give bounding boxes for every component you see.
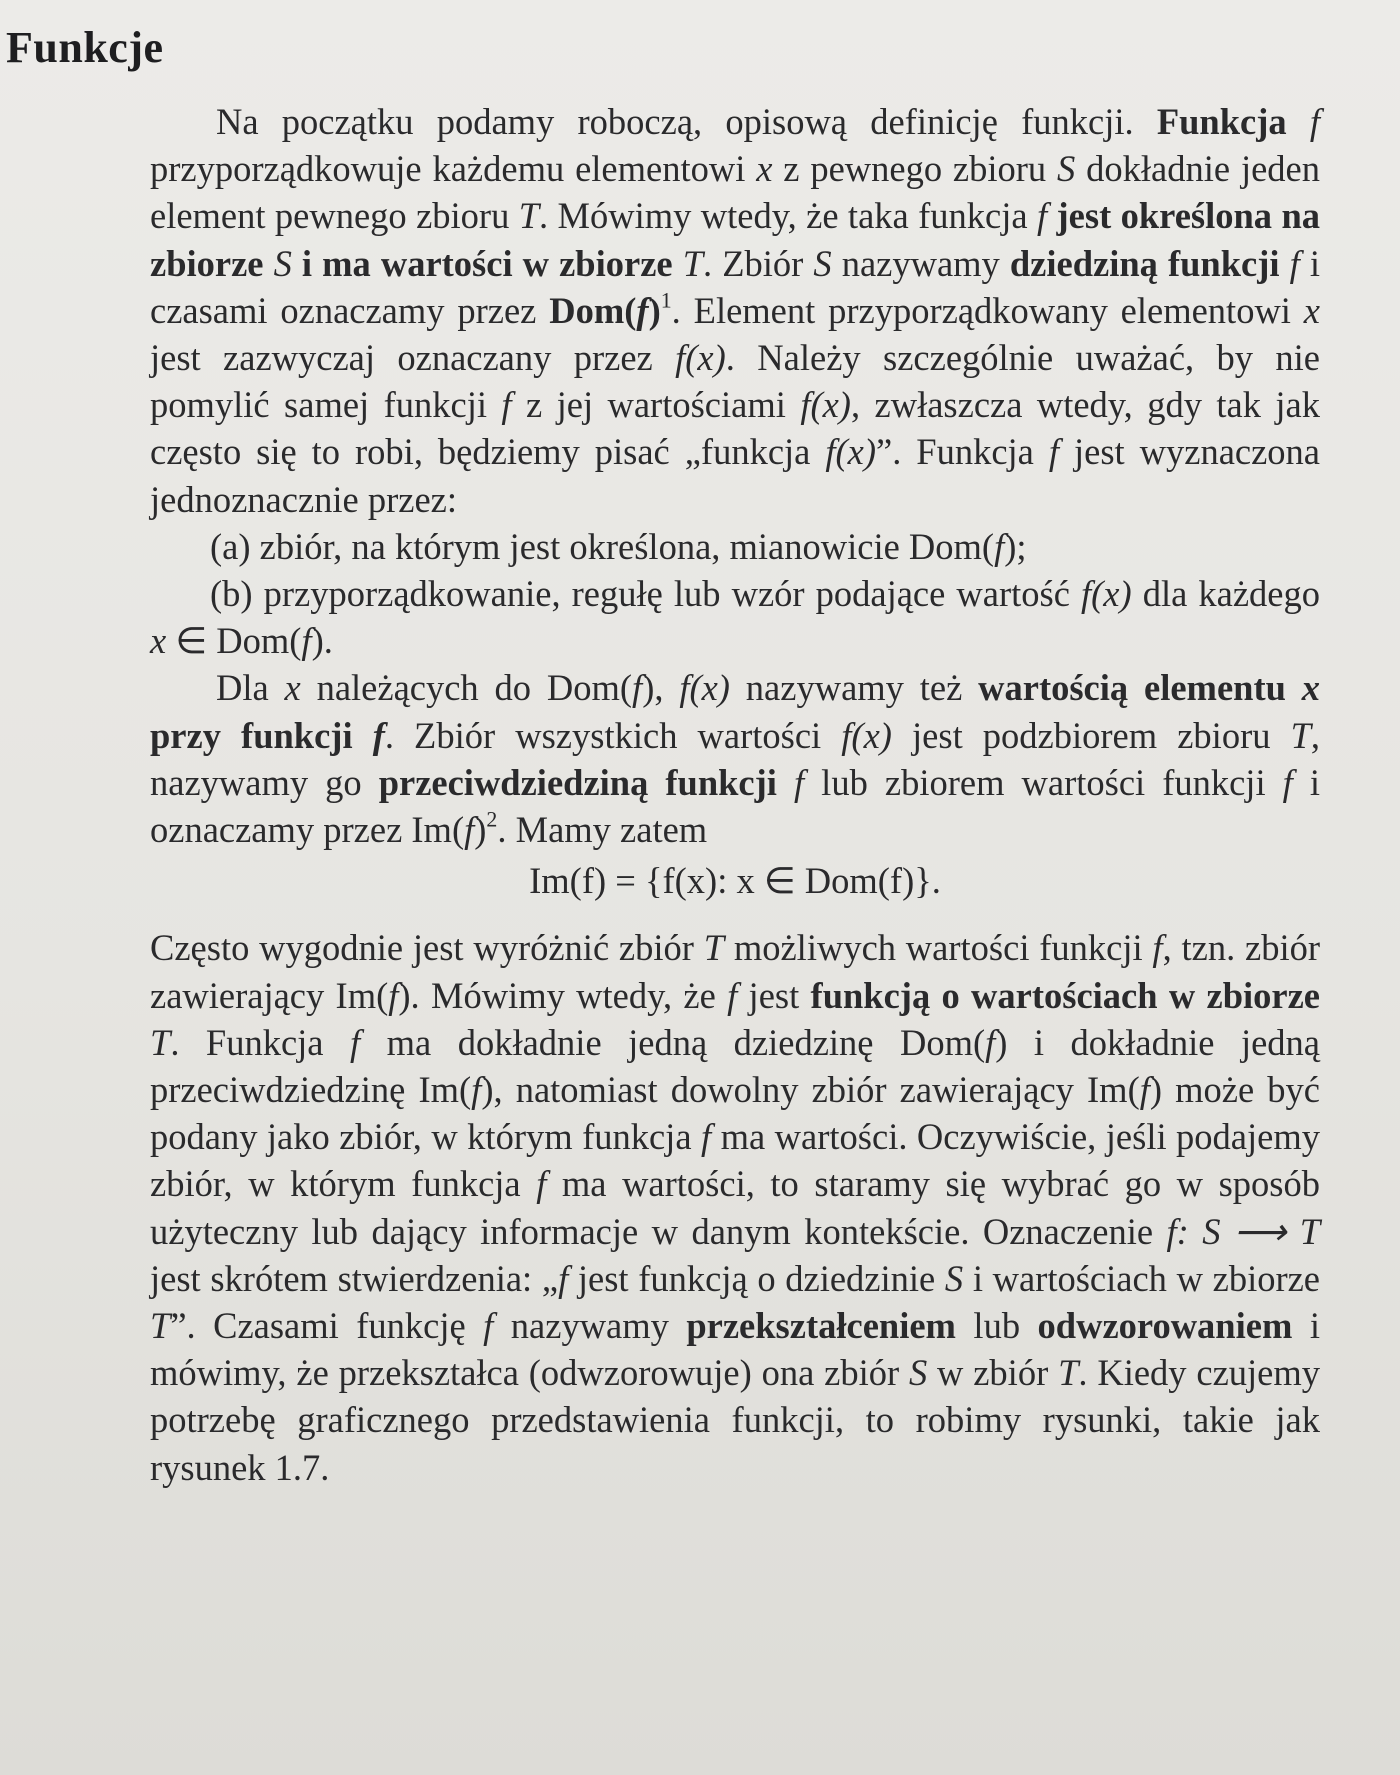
text-run: . Należy szczególnie uważać, by nie pomylić samej funkcji [150,337,1320,426]
text-run: i oznaczamy przez Im( [150,761,1320,851]
term-transformation: przekształceniem [686,1305,956,1347]
text-run: . Zbiór wszystkich wartości [384,714,842,756]
text-run: . Zbiór [703,242,814,284]
text-run: lub [955,1305,1038,1347]
text-run: z jej wartościami [511,384,801,426]
text-run: dla każdego [1131,573,1320,615]
math-var: f [1282,761,1293,803]
text-run: Często wygodnie jest wyróżnić zbiór [150,927,704,969]
math-var: T [1058,1352,1079,1394]
text-run: ∈ Dom( [166,620,302,662]
math-var: f [1139,1069,1150,1111]
list-item-b [150,570,1320,664]
text-run: . Funkcja [170,1021,350,1063]
text-run: , nazywamy go [150,714,1321,803]
text-run: ma dokładnie jedną dziedzinę Dom( [360,1021,986,1063]
math-var: f [301,620,312,662]
paragraph-codomain [150,664,1320,853]
term-values-in: i ma wartości w zbiorze [291,242,683,284]
math-expr: f(x) [679,667,730,709]
math-var: S [908,1352,928,1394]
term-at-function: przy funkcji [150,714,373,756]
text-run: jest wyznaczona jednoznacznie przez: [150,431,1320,520]
term-defined-on: jest określona na zbiorze [150,195,1321,284]
math-expr: f(x) [675,337,726,379]
paragraph-values-in-set [150,924,1320,1490]
math-var: T [703,927,725,969]
math-var: f [632,667,643,709]
math-var: S [944,1257,964,1299]
math-expr: f(x) [841,714,892,756]
math-var: f [636,289,649,331]
text-run: nazywamy [831,242,1010,284]
math-expr: f(x) [800,384,851,426]
text-run: Dom( [549,289,637,331]
math-var: f [501,384,512,426]
math-var: f [727,974,738,1016]
math-var: x [284,667,301,709]
text-run: ) może być podany jako zbiór, w którym funkcja [150,1069,1320,1158]
text-run: ”. Funkcja [876,431,1049,473]
footnote-ref[interactable]: 1 [660,287,672,313]
math-var: S [1057,148,1076,190]
math-var: T [150,1021,171,1063]
text-run: i wartościach w zbiorze [963,1257,1321,1299]
list-item-a [150,523,1320,570]
text-run: ”. Czasami funkcję [170,1305,484,1347]
paragraph-definition [150,98,1320,523]
math-var: x [1303,289,1320,331]
math-var: x [756,148,773,190]
math-var: f [793,761,805,803]
math-var: f [994,525,1005,567]
text-run: ) [648,289,661,331]
math-var: f [536,1163,547,1205]
math-var: S [273,242,292,284]
math-var: T [1290,714,1311,756]
math-var: T [682,242,703,284]
math-var: x [150,620,167,662]
text-run: w zbiór [927,1352,1059,1394]
text-run: Dla [216,667,285,709]
math-var: f [1036,195,1048,237]
math-var: f [985,1021,996,1063]
math-var: S [813,242,832,284]
text-run: możliwych wartości funkcji [724,927,1153,969]
text-run: jest zazwyczaj oznaczany przez [150,337,676,379]
text-run: ma wartości. Oczywiście, jeśli podajemy zbiór, w którym funkcja [150,1116,1320,1205]
math-var: f [471,1069,482,1111]
term-mapping: odwzorowaniem [1037,1305,1293,1347]
text-run: przyporządkowuje każdemu elementowi [150,148,757,190]
text-run: ). [311,620,333,662]
term-dom [549,290,660,331]
math-var: f [350,1021,361,1063]
text-run: ), natomiast dowolny zbiór zawierający Im( [481,1069,1140,1111]
text-run: . Element przyporządkowany elementowi [671,289,1304,331]
text-run: . Mówimy wtedy, że taka funkcja [539,195,1037,237]
text-run: jest skrótem stwierdzenia: „ [150,1257,559,1299]
term-codomain: przeciwdziedziną funkcji [378,761,777,803]
text-run: (b) przyporządkowanie, regułę lub wzór podające wartość [210,573,1081,615]
text-run: ) [474,809,487,851]
body-text [150,98,1320,1491]
math-var: f [1152,927,1163,969]
math-var: f [483,1305,494,1347]
term-value-of-element: wartością elementu [978,667,1302,709]
text-run: z pewnego zbioru [772,148,1058,190]
math-var: f [1048,431,1060,473]
text-run: ). Mówimy wtedy, że [398,974,728,1016]
math-var: f [388,974,399,1016]
term-domain: dziedziną funkcji [1009,242,1290,284]
math-var: f [701,1116,712,1158]
text-run: dokładnie jeden element pewnego zbioru [150,148,1320,237]
math-expr: f(x) [1081,573,1132,615]
math-var: f [1309,101,1320,142]
term-function: Funkcja [1156,101,1310,142]
text-run: ), [642,667,680,709]
text-run: lub zbiorem wartości funkcji [804,761,1283,803]
text-run: jest [737,974,811,1016]
footnote-ref[interactable]: 2 [486,806,498,832]
section-heading: Funkcje [6,23,164,72]
term-function-with-values: funkcją o wartościach w zbiorze [810,974,1321,1016]
text-run: należących do Dom( [300,667,633,709]
display-formula: Im(f) = {f(x): x ∈ Dom(f)}. [529,860,941,902]
math-var: f [1289,242,1300,284]
text-run: ); [1004,525,1027,567]
text-run: . Kiedy czujemy potrzebę graficznego przedstawienia funkcji, to robimy rysunki, takie jak rysunek 1.7. [150,1352,1320,1488]
text-run: i czasami oznaczamy przez [150,242,1320,331]
math-expr: f(x) [825,431,876,473]
text-run: nazywamy [493,1305,687,1347]
math-var: T [150,1305,171,1347]
text-run: jest podzbiorem zbioru [891,714,1291,756]
text-run: ma wartości, to staramy się wybrać go w sposób użyteczny lub dający informacje w danym kontekście. Oznaczenie [150,1163,1320,1252]
text-run: i mówimy, że przekształca (odwzorowuje) ona zbiór [150,1305,1320,1394]
math-var: f [464,809,475,851]
math-var: f [372,714,385,756]
text-run [777,762,794,803]
math-var: f [558,1257,569,1299]
math-var: x [1301,667,1320,709]
text-run: ) i dokładnie jedną przeciwdziedzinę Im( [150,1021,1320,1111]
text-run: . Mamy zatem [497,809,708,851]
text-run: , zwłaszcza wtedy, gdy tak jak często się to robi, będziemy pisać „funkcja [150,384,1320,473]
text-run: Na początku podamy roboczą, opisową definicję funkcji. [216,101,1157,142]
math-var: T [518,195,540,237]
text-run: (a) zbiór, na którym jest określona, mianowicie Dom( [210,525,995,567]
text-run: jest funkcją o dziedzinie [568,1257,945,1299]
text-run: , tzn. zbiór zawierający Im( [150,927,1320,1016]
math-expr: f: S ⟶ T [1166,1210,1320,1252]
text-run: nazywamy też [729,667,979,709]
